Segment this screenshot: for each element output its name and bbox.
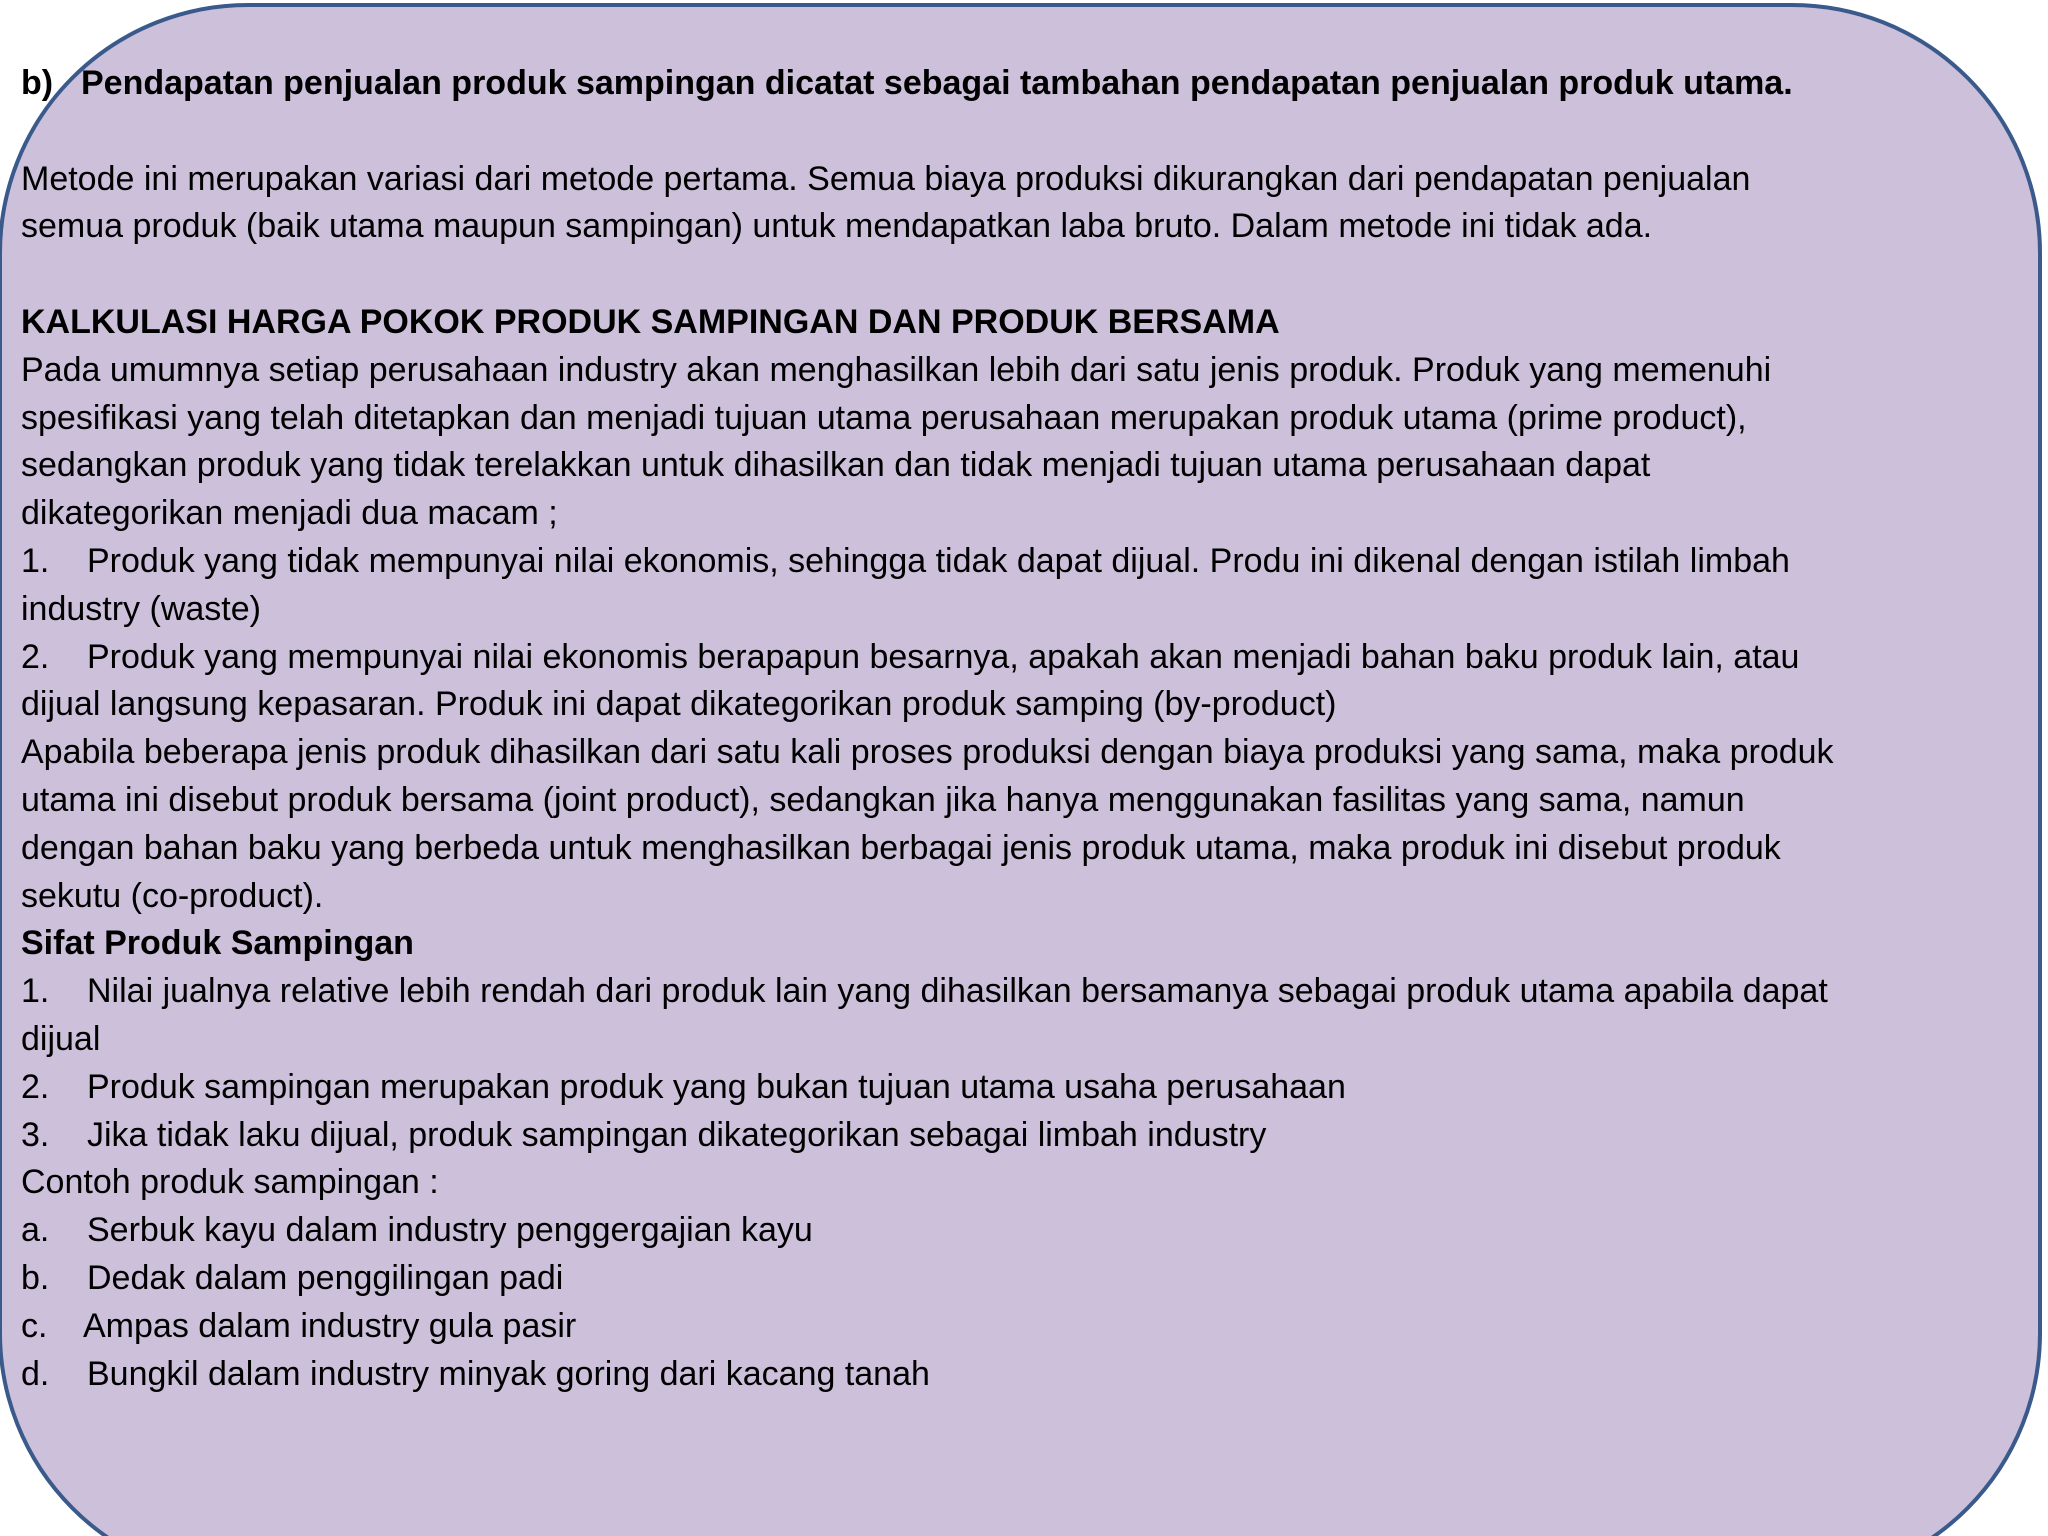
- sifat-list-item-continuation: dijual: [21, 1019, 101, 1058]
- spacer: [21, 251, 2011, 299]
- method-paragraph-line-2: semua produk (baik utama maupun sampingan) untuk mendapatkan laba bruto. Dalam metode ini tidak ada.: [21, 207, 1653, 246]
- kalkulasi-intro-line-3: sedangkan produk yang tidak terelakkan untuk dihasilkan dan tidak menjadi tujuan utama perusahaan dapat: [21, 446, 1651, 485]
- list-item-text: Serbuk kayu dalam industry penggergajian kayu: [87, 1211, 813, 1250]
- spacer: [21, 108, 2011, 156]
- list-number: 1.: [21, 541, 50, 580]
- list-letter: d.: [21, 1354, 50, 1393]
- contoh-list-item: [21, 1303, 2011, 1351]
- list-letter: a.: [21, 1211, 50, 1250]
- list-item-text: Jika tidak laku dijual, produk sampingan dikategorikan sebagai limbah industry: [87, 1115, 1267, 1154]
- kalkulasi-list-item-continuation: industry (waste): [21, 589, 261, 628]
- joint-paragraph-line-4: sekutu (co-product).: [21, 876, 324, 915]
- list-number: 1.: [21, 972, 50, 1011]
- kalkulasi-list-item: [21, 634, 2011, 682]
- list-item-text: Nilai jualnya relative lebih rendah dari produk lain yang dihasilkan bersamanya sebagai produk utama apabila dapat: [87, 972, 1828, 1011]
- list-item-text: Produk yang mempunyai nilai ekonomis berapapun besarnya, apakah akan menjadi bahan baku produk lain, atau: [87, 637, 1800, 676]
- kalkulasi-list-item-continuation: dijual langsung kepasaran. Produk ini dapat dikategorikan produk samping (by-product): [21, 685, 1337, 724]
- sifat-list-item: [21, 1112, 2011, 1160]
- sifat-list-item: [21, 968, 2011, 1016]
- list-number: 3.: [21, 1115, 50, 1154]
- joint-paragraph-line-2: utama ini disebut produk bersama (joint product), sedangkan jika hanya menggunakan fasilitas yang sama, namun: [21, 780, 1745, 819]
- joint-paragraph-line-3: dengan bahan baku yang berbeda untuk menghasilkan berbagai jenis produk utama, maka produk ini disebut produk: [21, 828, 1781, 867]
- list-item-text: Produk yang tidak mempunyai nilai ekonomis, sehingga tidak dapat dijual. Produ ini dikenal dengan istilah limbah: [87, 541, 1790, 580]
- kalkulasi-heading: KALKULASI HARGA POKOK PRODUK SAMPINGAN DAN PRODUK BERSAMA: [21, 302, 1280, 341]
- list-item-text: Dedak dalam penggilingan padi: [87, 1258, 564, 1297]
- sifat-heading: Sifat Produk Sampingan: [21, 924, 414, 963]
- section-b-title: Pendapatan penjualan produk sampingan dicatat sebagai tambahan pendapatan penjualan produk utama.: [81, 64, 1793, 102]
- kalkulasi-list-item: [21, 538, 2011, 586]
- section-b-heading: [21, 60, 2011, 108]
- contoh-heading: Contoh produk sampingan :: [21, 1163, 439, 1202]
- method-paragraph-line-1: Metode ini merupakan variasi dari metode pertama. Semua biaya produksi dikurangkan dari pendapatan penjualan: [21, 159, 1751, 198]
- list-number: 2.: [21, 1067, 50, 1106]
- section-b-marker: b): [21, 64, 54, 102]
- contoh-list-item: [21, 1255, 2011, 1303]
- joint-paragraph-line-1: Apabila beberapa jenis produk dihasilkan dari satu kali proses produksi dengan biaya produksi yang sama, maka produk: [21, 733, 1834, 772]
- list-item-text: Bungkil dalam industry minyak goring dari kacang tanah: [87, 1354, 930, 1393]
- sifat-list-item: [21, 1064, 2011, 1112]
- kalkulasi-intro-line-1: Pada umumnya setiap perusahaan industry akan menghasilkan lebih dari satu jenis produk. Produk yang memenuhi: [21, 350, 1772, 389]
- contoh-list-item: [21, 1351, 2011, 1399]
- list-number: 2.: [21, 637, 50, 676]
- list-item-text: Produk sampingan merupakan produk yang bukan tujuan utama usaha perusahaan: [87, 1067, 1346, 1106]
- list-item-text: Ampas dalam industry gula pasir: [83, 1306, 577, 1345]
- list-letter: b.: [21, 1258, 50, 1297]
- kalkulasi-intro-line-2: spesifikasi yang telah ditetapkan dan menjadi tujuan utama perusahaan merupakan produk utama (prime product),: [21, 398, 1747, 437]
- slide-text-body: [21, 60, 2011, 1398]
- list-letter: c.: [21, 1306, 48, 1345]
- kalkulasi-intro-line-4: dikategorikan menjadi dua macam ;: [21, 494, 558, 533]
- contoh-list-item: [21, 1207, 2011, 1255]
